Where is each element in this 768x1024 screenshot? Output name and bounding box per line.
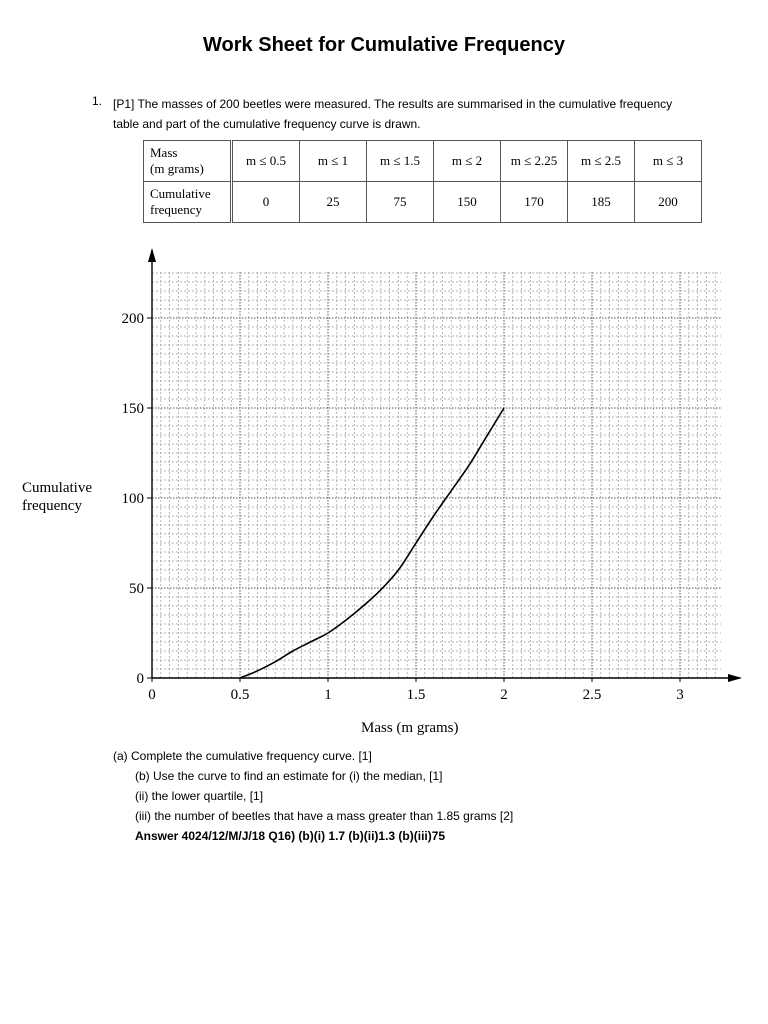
frequency-cell: 150 <box>434 182 501 223</box>
x-tick-label: 0 <box>148 687 156 703</box>
minor-grid <box>152 272 721 678</box>
x-tick-label: 2 <box>500 687 508 703</box>
question-text: [P1] The masses of 200 beetles were measured. The results are summarised in the cumulative frequency table and part of the cumulative frequency curve is drawn. <box>113 97 673 131</box>
y-axis-label: Cumulative <box>22 480 92 496</box>
mass-cell: m ≤ 2 <box>434 141 501 182</box>
page-title: Work Sheet for Cumulative Frequency <box>203 34 565 56</box>
row-header-mass-line2: (m grams) <box>150 161 204 176</box>
question-number: 1. <box>92 94 103 108</box>
y-tick-label: 50 <box>129 581 144 597</box>
table-row-frequency <box>144 182 702 223</box>
mass-cell: m ≤ 1.5 <box>367 141 434 182</box>
frequency-cell: 185 <box>568 182 635 223</box>
x-tick-label: 3 <box>676 687 684 703</box>
question-part-b-iii: (iii) the number of beetles that have a mass greater than 1.85 grams [2] <box>135 809 514 823</box>
mass-cell: m ≤ 3 <box>635 141 702 182</box>
x-tick-label: 1 <box>324 687 332 703</box>
y-tick-label: 150 <box>121 401 144 417</box>
table-row-mass <box>144 141 702 182</box>
row-header-frequency <box>144 182 232 223</box>
x-axis-label: Mass (m grams) <box>361 720 459 736</box>
question-part-b-i: (b) Use the curve to find an estimate for (i) the median, [1] <box>135 769 443 783</box>
frequency-cell: 200 <box>635 182 702 223</box>
x-tick-label: 0.5 <box>230 687 250 703</box>
x-tick-label: 2.5 <box>582 687 602 703</box>
mass-cell: m ≤ 1 <box>300 141 367 182</box>
y-tick-label: 100 <box>121 491 144 507</box>
y-tick-label: 200 <box>121 311 144 327</box>
frequency-cell: 0 <box>232 182 300 223</box>
frequency-cell: 25 <box>300 182 367 223</box>
row-header-frequency-line2: frequency <box>150 202 202 217</box>
x-axis-arrow <box>728 674 742 682</box>
row-header-mass <box>144 141 232 182</box>
answer-line: Answer 4024/12/M/J/18 Q16) (b)(i) 1.7 (b)(ii)1.3 (b)(iii)75 <box>135 829 446 843</box>
row-header-frequency-line1: Cumulative <box>150 186 211 201</box>
frequency-cell: 75 <box>367 182 434 223</box>
y-tick-label: 0 <box>136 671 144 687</box>
x-tick-label: 1.5 <box>406 687 426 703</box>
row-header-mass-line1: Mass <box>150 145 178 160</box>
y-axis-label-line2: frequency <box>22 498 82 514</box>
y-axis-arrow <box>148 248 156 262</box>
frequency-cell: 170 <box>501 182 568 223</box>
question-part-a: (a) Complete the cumulative frequency curve. [1] <box>113 749 372 763</box>
mass-cell: m ≤ 2.5 <box>568 141 635 182</box>
question-parts <box>113 746 513 846</box>
axes <box>148 248 742 682</box>
cumulative-frequency-graph <box>0 240 768 740</box>
question-part-b-ii: (ii) the lower quartile, [1] <box>135 789 264 803</box>
mass-cell: m ≤ 0.5 <box>232 141 300 182</box>
mass-cell: m ≤ 2.25 <box>501 141 568 182</box>
cumulative-frequency-table <box>143 140 702 223</box>
